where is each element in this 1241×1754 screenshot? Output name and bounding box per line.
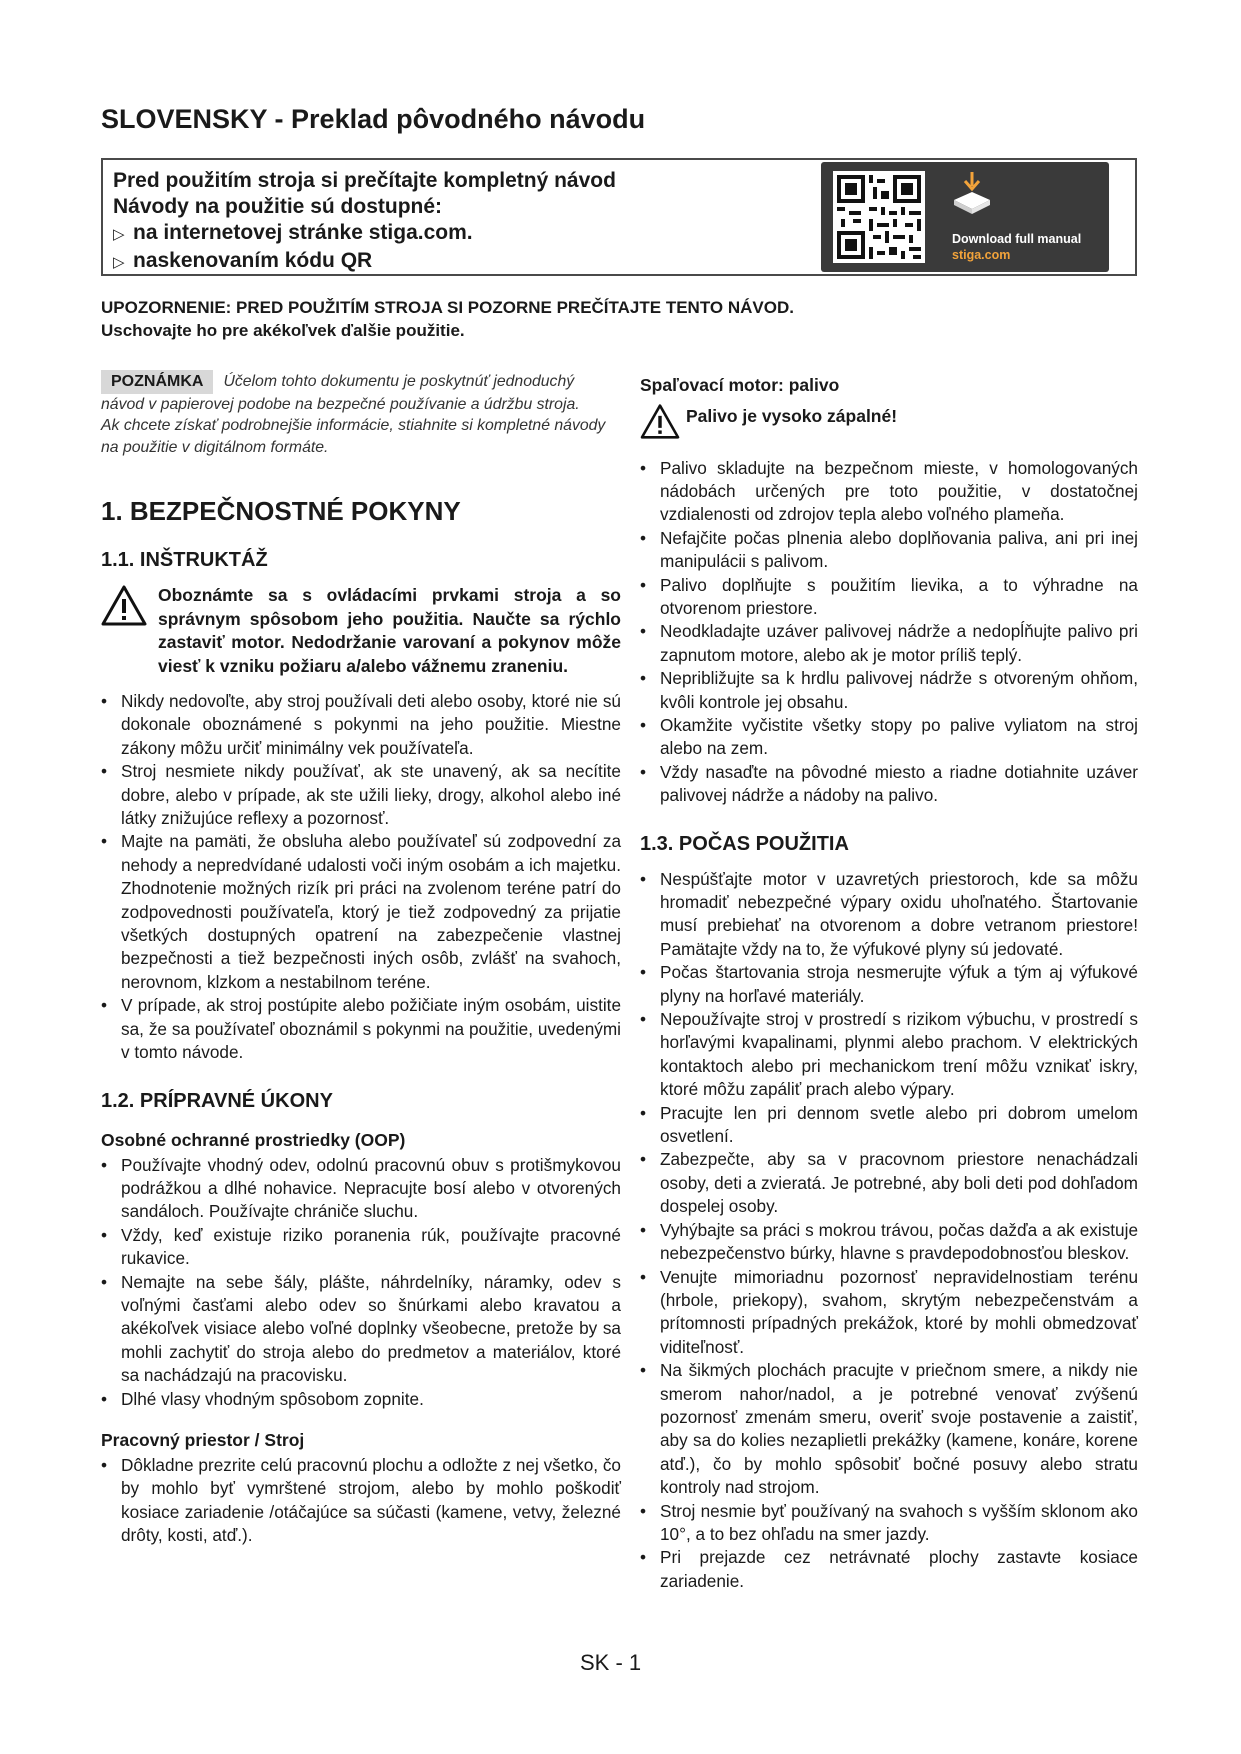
list-item: • Okamžite vyčistite všetky stopy po palive vyliatom na stroj alebo na zem. bbox=[640, 714, 1138, 761]
note-text-2: Ak chcete získať podrobnejšie informácie, stiahnite si kompletné návody na použitie v digitálnom formáte. bbox=[101, 417, 606, 456]
warning-triangle-icon bbox=[640, 403, 680, 439]
list-item: • Nemajte na sebe šály, plášte, náhrdelníky, náramky, odev s voľnými časťami alebo odev so šnúrkami alebo kravatou a akékoľvek visiace alebo voľné doplnky všeobecne, pretože by sa mohli zachytiť do stroja alebo do predmetov a materiálov, ktoré sa nachádzajú na pracovisku. bbox=[101, 1271, 621, 1388]
list-item: • Neodkladajte uzáver palivovej nádrže a nedopĺňujte palivo pri zapnutom motore, alebo ak je motor príliš teplý. bbox=[640, 620, 1138, 667]
list-item: • Nepribližujte sa k hrdlu palivovej nádrže s otvoreným ohňom, kvôli kontrole jej obsahu. bbox=[640, 667, 1138, 714]
list-item: • Vždy nasaďte na pôvodné miesto a riadne dotiahnite uzáver palivovej nádrže a nádoby na palivo. bbox=[640, 761, 1138, 808]
info-line-available: Návody na použitie sú dostupné: bbox=[113, 195, 443, 218]
triangle-bullet-icon: ▷ bbox=[113, 254, 125, 271]
ppe-title: Osobné ochranné prostriedky (OOP) bbox=[101, 1129, 406, 1150]
list-item: • Nepoužívajte stroj v prostredí s rizikom výbuchu, v prostredí s horľavými kvapalinami, plynmi alebo prachom. V elektrických kontaktoch alebo pri mechanickom trení môžu vznikať iskry, ktoré môžu zapáliť prach alebo výpary. bbox=[640, 1008, 1138, 1102]
top-warning-line2: Uschovajte ho pre akékoľvek ďalšie použitie. bbox=[101, 321, 465, 340]
list-item: • Stroj nesmiete nikdy používať, ak ste unavený, ak sa necítite dobre, alebo v prípade, ak ste užili lieky, drogy, alkohol alebo iné látky znižujúce reflexy a pozornosť. bbox=[101, 760, 621, 830]
top-warning-line1: UPOZORNENIE: PRED POUŽITÍM STROJA SI POZORNE PREČÍTAJTE TENTO NÁVOD. bbox=[101, 298, 794, 317]
list-item: • Zabezpečte, aby sa v pracovnom priestore nenachádzali osoby, deti a zvieratá. Je potrebné, aby boli deti pod dohľadom dospelej osoby. bbox=[640, 1148, 1138, 1218]
list-item: • Pracujte len pri dennom svetle alebo pri dobrom umelom osvetlení. bbox=[640, 1102, 1138, 1149]
list-item: • Dlhé vlasy vhodným spôsobom zopnite. bbox=[101, 1388, 621, 1411]
qr-code-icon[interactable] bbox=[833, 171, 925, 263]
list-item: • Nefajčite počas plnenia alebo doplňovania paliva, ani pri inej manipulácii s palivom. bbox=[640, 527, 1138, 574]
list-item: • Vždy, keď existuje riziko poranenia rúk, používajte pracovné rukavice. bbox=[101, 1224, 621, 1271]
note-block bbox=[101, 370, 621, 458]
triangle-bullet-icon: ▷ bbox=[113, 226, 125, 243]
list-item: • Pri prejazde cez netrávnaté plochy zastavte kosiace zariadenie. bbox=[640, 1546, 1138, 1593]
manual-info-box bbox=[101, 158, 1137, 276]
right-column bbox=[640, 374, 1138, 1593]
note-tag: POZNÁMKA bbox=[101, 370, 213, 394]
list-item: • Stroj nesmie byť používaný na svahoch s vyšším sklonom ako 10°, a to bez ohľadu na smer jazdy. bbox=[640, 1500, 1138, 1547]
list-item: • Na šikmých plochách pracujte v priečnom smere, a nikdy nie smerom nahor/nadol, a je potrebné venovať zvýšenú pozornosť zmenám smeru, overiť svoje postavenie a zaistiť, aby sa do kolies nezaplietli prekážky (kamene, konáre, korene atď.), čo by mohlo spôsobiť bočné posuvy alebo stratu kontroly nad strojom. bbox=[640, 1359, 1138, 1499]
download-label[interactable]: Download full manual bbox=[952, 232, 1082, 246]
list-item: • Majte na pamäti, že obsluha alebo používateľ sú zodpovední za nehody a nepredvídané udalosti voči iným osobám a ich majetku. Zhodnotenie možných rizík pri práci na zvolenom teréne patrí do zodpovednosti používateľa, ktorý je tiež zodpovedný za prijatie všetkých dostupných opatrení na zabezpečenie vlastnej bezpečnosti a tiež bezpečnosti iných osôb, zvlášť na svahoch, nerovnom, klzkom a nestabilnom teréne. bbox=[101, 830, 621, 994]
section-1-3-title: 1.3. POČAS POUŽITIA bbox=[640, 832, 849, 855]
page-number: SK - 1 bbox=[580, 1650, 642, 1675]
instruction-warning-text: Oboznámte sa s ovládacími prvkami stroja a so správnym spôsobom jeho použitia. Naučte sa rýchlo zastaviť motor. Nedodržanie varovaní a pokynov môže viesť k vzniku požiaru a/alebo vážnemu zraneniu. bbox=[158, 585, 621, 676]
info-lines bbox=[113, 168, 616, 276]
info-line-website: ▷ na internetovej stránke stiga.com. bbox=[113, 220, 616, 248]
download-link[interactable]: stiga.com bbox=[952, 248, 1011, 262]
list-item: • Palivo doplňujte s použitím lievika, a to výhradne na otvorenom priestore. bbox=[640, 574, 1138, 621]
note-text-1: Účelom tohto dokumentu je poskytnúť jednoduchý návod v papierovej podobe na bezpečné používanie a údržbu stroja. bbox=[101, 373, 580, 413]
info-line-qr: ▷ naskenovaním kódu QR bbox=[113, 248, 616, 276]
fuel-warning-text: Palivo je vysoko zápalné! bbox=[686, 406, 898, 426]
left-column bbox=[101, 370, 621, 1548]
fuel-list bbox=[640, 457, 1138, 808]
download-text[interactable] bbox=[952, 231, 1081, 263]
workspace-list bbox=[101, 1454, 621, 1548]
spacer bbox=[640, 443, 1138, 457]
list-item: • Nespúšťajte motor v uzavretých priestoroch, kde sa môžu hromadiť nebezpečné výpary oxidu uhoľnatého. Štartovanie musí prebiehať na otvorenom a dobre vetranom priestore! Pamätajte vždy na to, že výfukové plyny sú jedovaté. bbox=[640, 868, 1138, 962]
workspace-title: Pracovný priestor / Stroj bbox=[101, 1429, 305, 1450]
section-1-2-title: 1.2. PRÍPRAVNÉ ÚKONY bbox=[101, 1089, 333, 1112]
list-item: • Počas štartovania stroja nesmerujte výfuk a tým aj výfukové plyny na horľavé materiály. bbox=[640, 961, 1138, 1008]
top-warning bbox=[101, 296, 1131, 342]
use-list bbox=[640, 868, 1138, 1594]
fuel-title: Spaľovací motor: palivo bbox=[640, 375, 840, 395]
list-item: • Venujte mimoriadnu pozornosť nepravidelnostiam terénu (hrbole, priekopy), svahom, skrytým nebezpečenstvám a prítomnosti prípadných prekážok, ktoré by mohli obmedzovať viditeľnosť. bbox=[640, 1266, 1138, 1360]
list-item: • Používajte vhodný odev, odolnú pracovnú obuv s protišmykovou podrážkou a dlhé nohavice. Nepracujte bosí alebo v otvorených sandáloch. Používajte chrániče sluchu. bbox=[101, 1154, 621, 1224]
section-1-1-title: 1.1. INŠTRUKTÁŽ bbox=[101, 549, 268, 571]
list-item: • Nikdy nedovoľte, aby stroj používali deti alebo osoby, ktoré nie sú dokonale oboznámené s pokynmi na jeho použitie. Miestne zákony môžu určiť minimálny vek používateľa. bbox=[101, 690, 621, 760]
list-item: • Palivo skladujte na bezpečnom mieste, v homologovaných nádobách určených pre toto použitie, v dostatočnej vzdialenosti od zdrojov tepla alebo voľného plameňa. bbox=[640, 457, 1138, 527]
warning-triangle-icon bbox=[101, 584, 147, 626]
section-1-title: 1. BEZPEČNOSTNÉ POKYNY bbox=[101, 496, 461, 526]
ppe-list bbox=[101, 1154, 621, 1411]
instruction-list bbox=[101, 690, 621, 1065]
download-book-icon[interactable] bbox=[951, 170, 993, 216]
list-item: • Vyhýbajte sa práci s mokrou trávou, počas dažďa a ak existuje nebezpečenstvo búrky, hlavne s pravdepodobnosťou bleskov. bbox=[640, 1219, 1138, 1266]
page-title: SLOVENSKY - Preklad pôvodného návodu bbox=[101, 104, 646, 134]
info-line-read-manual: Pred použitím stroja si prečítajte kompletný návod bbox=[113, 169, 616, 192]
download-manual-panel[interactable] bbox=[821, 162, 1109, 272]
instruction-warning bbox=[101, 584, 621, 678]
list-item: • Dôkladne prezrite celú pracovnú plochu a odložte z nej všetko, čo by mohlo byť vymrštené strojom, alebo by mohlo poškodiť kosiace zariadenie /otáčajúce sa súčasti (kamene, vetvy, železné drôty, kosti, atď.). bbox=[101, 1454, 621, 1548]
fuel-warning bbox=[640, 403, 1138, 429]
list-item: • V prípade, ak stroj postúpite alebo požičiate iným osobám, uistite sa, že sa používateľ oboznámil s pokynmi na použitie, uvedenými v tomto návode. bbox=[101, 994, 621, 1064]
